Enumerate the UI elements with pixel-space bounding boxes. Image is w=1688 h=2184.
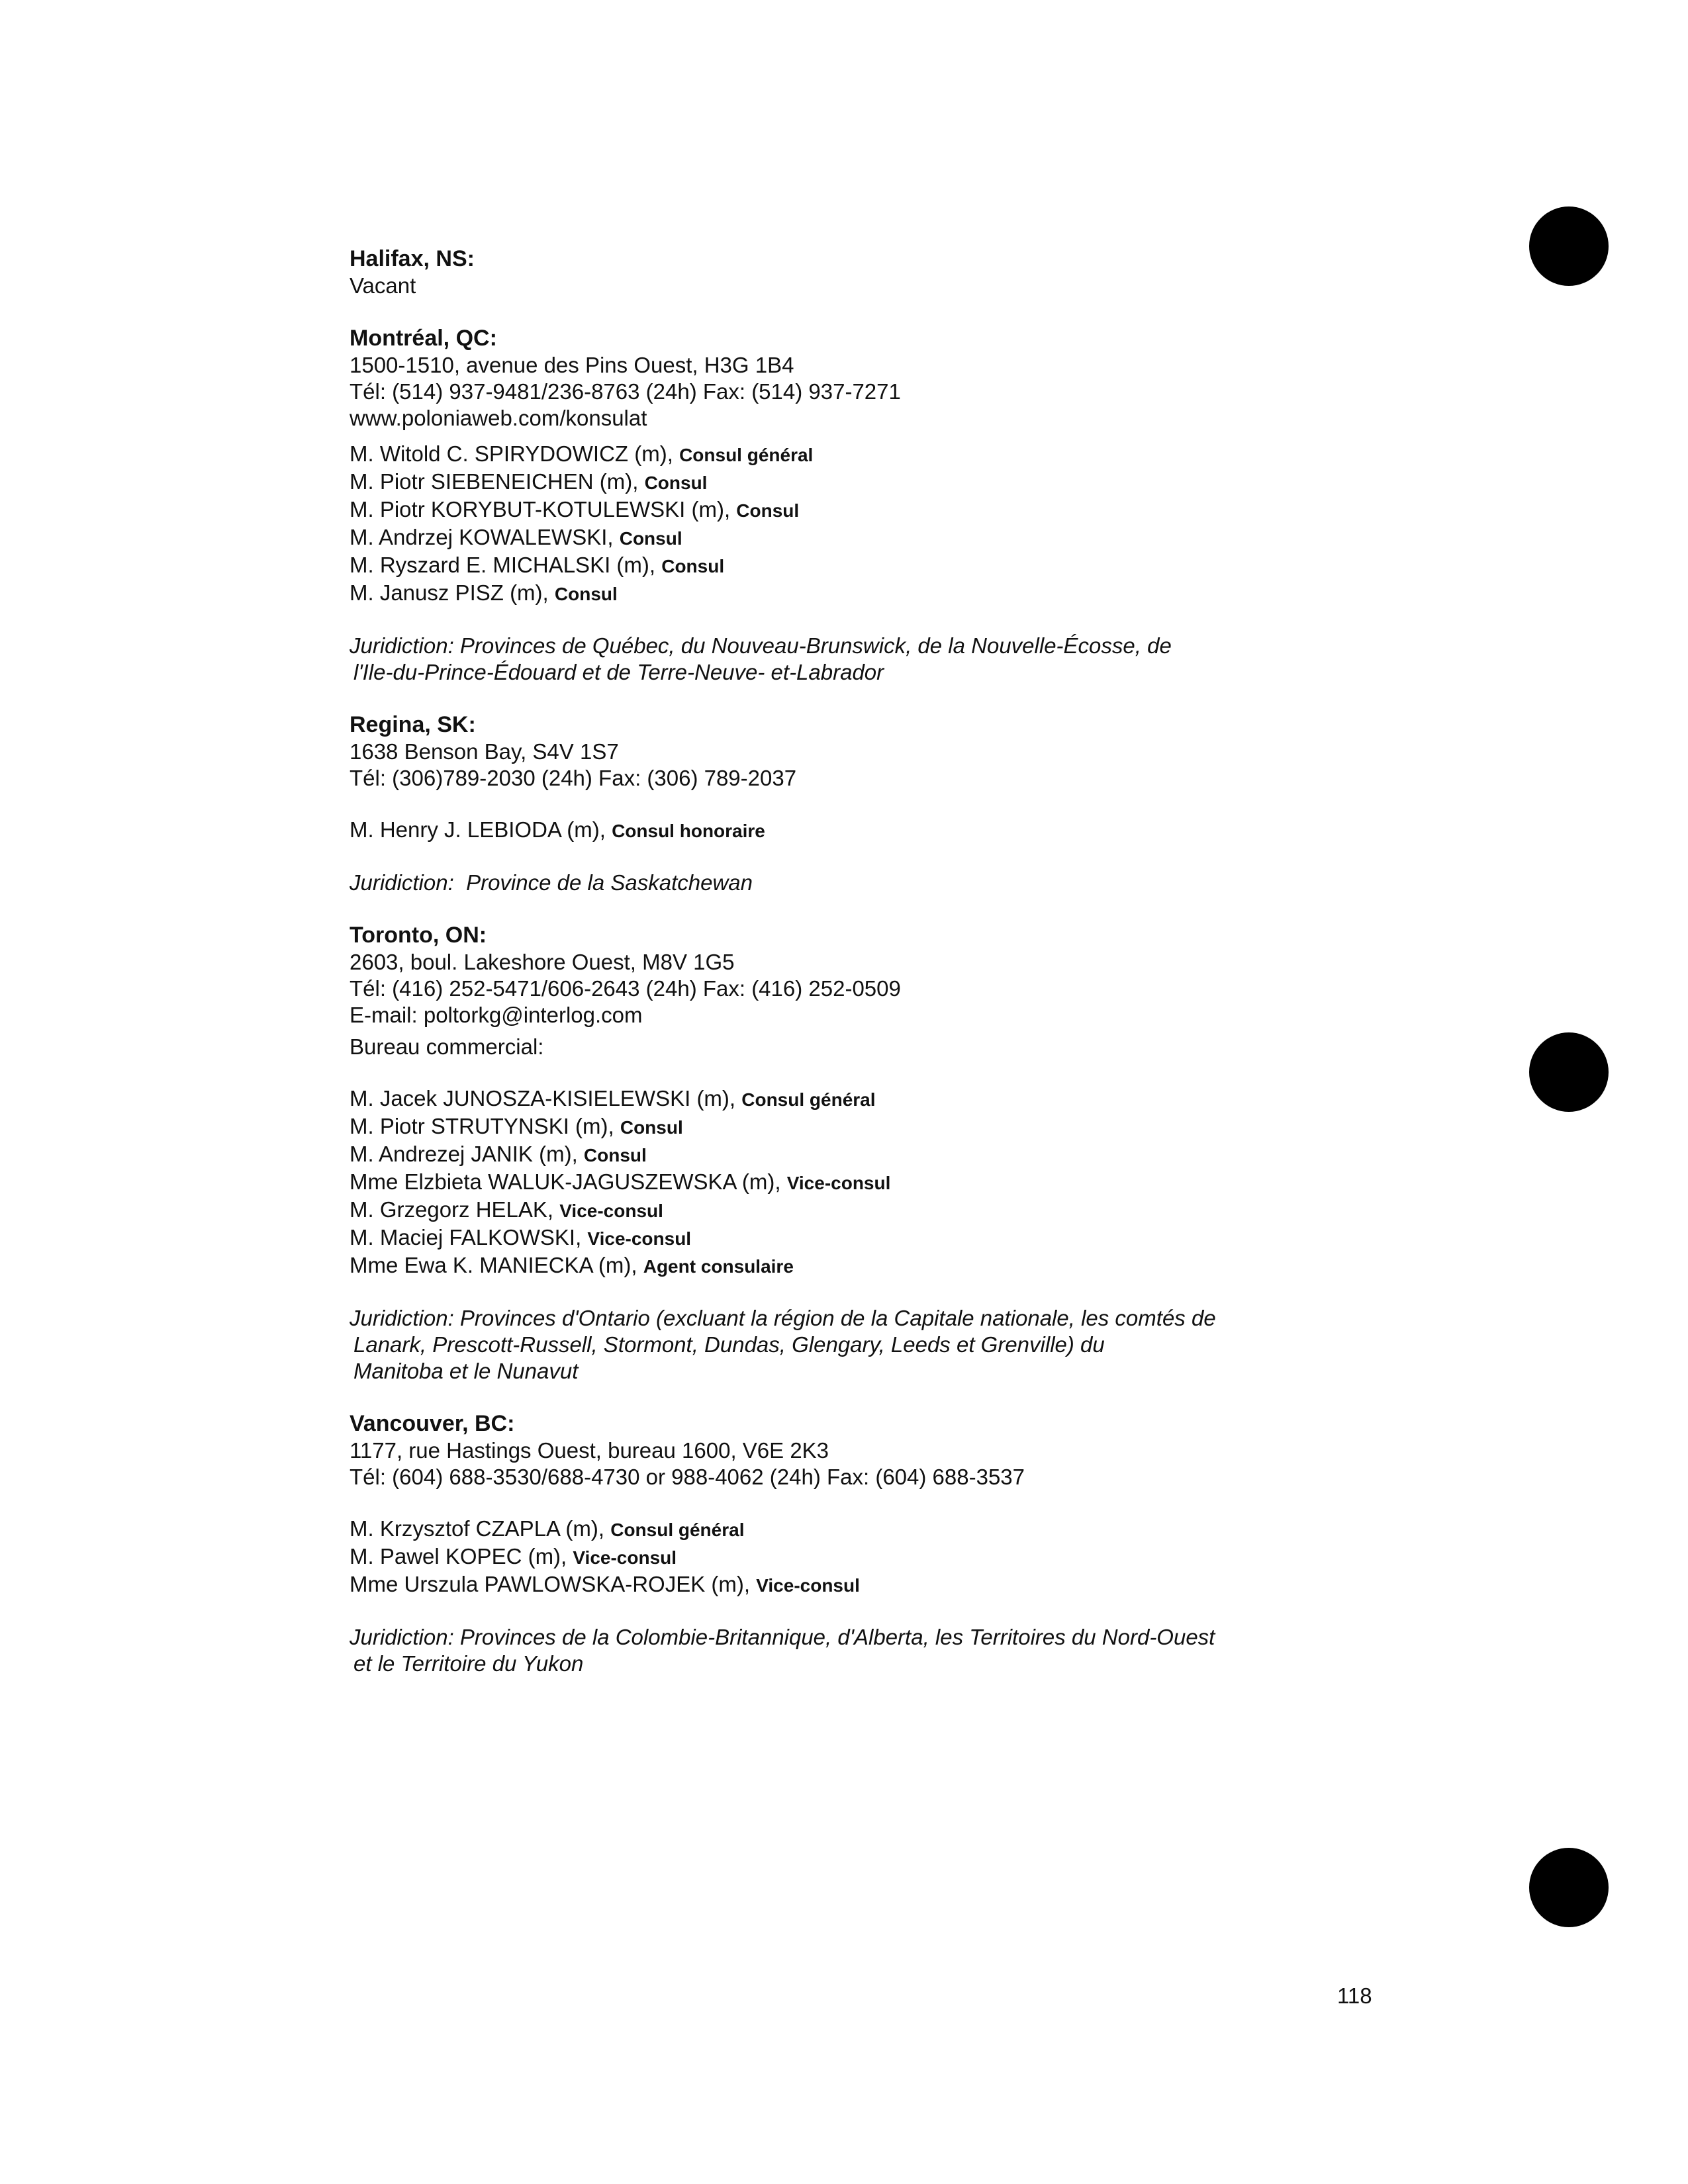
staff-row bbox=[350, 1169, 1409, 1197]
section-vancouver bbox=[350, 1410, 1409, 1677]
staff-name: M. Grzegorz HELAK, bbox=[350, 1197, 554, 1222]
staff-role: Consul bbox=[620, 1117, 683, 1138]
consulate-listing bbox=[350, 245, 1409, 1677]
staff-name: M. Piotr STRUTYNSKI (m), bbox=[350, 1114, 614, 1138]
staff-role: Vice-consul bbox=[756, 1575, 860, 1596]
website-text: www.poloniaweb.com/konsulat bbox=[350, 406, 647, 430]
staff-name: M. Janusz PISZ (m), bbox=[350, 580, 549, 605]
staff-name: M. Krzysztof CZAPLA (m), bbox=[350, 1516, 605, 1541]
staff-role: Consul général bbox=[679, 445, 814, 465]
staff-role: Consul bbox=[619, 528, 682, 549]
staff-name: M. Ryszard E. MICHALSKI (m), bbox=[350, 553, 656, 577]
section-heading: Regina, SK: bbox=[350, 712, 476, 737]
staff-row bbox=[350, 817, 1409, 844]
address-text: 1500-1510, avenue des Pins Ouest, H3G 1B4 bbox=[350, 353, 794, 377]
staff-role: Consul honoraire bbox=[612, 821, 765, 841]
section-heading: Vancouver, BC: bbox=[350, 1411, 515, 1436]
staff-role: Vice-consul bbox=[559, 1201, 663, 1221]
jurisdiction-text: Juridiction: Provinces de la Colombie-Britannique, d'Alberta, les Territoires du Nord-Ouest bbox=[350, 1625, 1215, 1649]
staff-row bbox=[350, 1224, 1409, 1252]
phone-text: Tél: (514) 937-9481/236-8763 (24h) Fax: (514) 937-7271 bbox=[350, 379, 901, 404]
section-toronto bbox=[350, 921, 1409, 1385]
staff-role: Vice-consul bbox=[573, 1547, 677, 1568]
jurisdiction-text: et le Territoire du Yukon bbox=[353, 1651, 584, 1676]
page-number: 118 bbox=[1337, 1983, 1372, 2008]
section-montreal bbox=[350, 324, 1409, 686]
staff-name: M. Pawel KOPEC (m), bbox=[350, 1544, 567, 1569]
staff-role: Consul bbox=[661, 556, 725, 576]
staff-role: Consul bbox=[583, 1145, 647, 1165]
jurisdiction-text: Lanark, Prescott-Russell, Stormont, Dundas, Glengary, Leeds et Grenville) du bbox=[353, 1332, 1105, 1357]
staff-role: Consul général bbox=[610, 1520, 745, 1540]
phone-text: Tél: (306)789-2030 (24h) Fax: (306) 789-2037 bbox=[350, 766, 797, 790]
address-text: 2603, boul. Lakeshore Ouest, M8V 1G5 bbox=[350, 950, 735, 974]
staff-role: Consul général bbox=[741, 1089, 876, 1110]
staff-row bbox=[350, 1543, 1409, 1571]
jurisdiction-text: Juridiction: Province de la Saskatchewan bbox=[350, 870, 753, 895]
staff-role: Agent consulaire bbox=[643, 1256, 794, 1277]
staff-role: Vice-consul bbox=[786, 1173, 891, 1193]
staff-row bbox=[350, 1141, 1409, 1169]
staff-row bbox=[350, 580, 1409, 608]
staff-row bbox=[350, 1252, 1409, 1280]
staff-role: Consul bbox=[736, 500, 800, 521]
staff-role: Consul bbox=[644, 473, 708, 493]
jurisdiction-text: Manitoba et le Nunavut bbox=[353, 1359, 579, 1383]
phone-text: Tél: (416) 252-5471/606-2643 (24h) Fax: (416) 252-0509 bbox=[350, 976, 901, 1001]
staff-row bbox=[350, 496, 1409, 524]
staff-name: M. Jacek JUNOSZA-KISIELEWSKI (m), bbox=[350, 1086, 736, 1111]
staff-row bbox=[350, 1197, 1409, 1224]
binder-hole-icon bbox=[1529, 1848, 1609, 1927]
section-halifax bbox=[350, 245, 1409, 299]
bureau-label: Bureau commercial: bbox=[350, 1034, 544, 1059]
jurisdiction-text: Juridiction: Provinces de Québec, du Nouveau-Brunswick, de la Nouvelle-Écosse, de bbox=[350, 633, 1172, 658]
jurisdiction-text: Juridiction: Provinces d'Ontario (excluant la région de la Capitale nationale, les comtés de bbox=[350, 1306, 1216, 1330]
section-heading: Halifax, NS: bbox=[350, 246, 475, 271]
staff-name: M. Andrezej JANIK (m), bbox=[350, 1142, 578, 1166]
section-heading: Montréal, QC: bbox=[350, 326, 497, 351]
jurisdiction-text: l'Ile-du-Prince-Édouard et de Terre-Neuve- et-Labrador bbox=[353, 660, 884, 684]
staff-name: M. Andrzej KOWALEWSKI, bbox=[350, 525, 614, 549]
staff-role: Consul bbox=[554, 584, 618, 604]
staff-name: M. Piotr SIEBENEICHEN (m), bbox=[350, 469, 639, 494]
staff-row bbox=[350, 1113, 1409, 1141]
staff-name: M. Maciej FALKOWSKI, bbox=[350, 1225, 582, 1250]
section-heading: Toronto, ON: bbox=[350, 923, 487, 948]
phone-text: Tél: (604) 688-3530/688-4730 or 988-4062 (24h) Fax: (604) 688-3537 bbox=[350, 1465, 1025, 1489]
staff-row bbox=[350, 1516, 1409, 1543]
staff-row bbox=[350, 469, 1409, 496]
staff-name: Mme Ewa K. MANIECKA (m), bbox=[350, 1253, 637, 1277]
section-regina bbox=[350, 711, 1409, 896]
address-text: 1638 Benson Bay, S4V 1S7 bbox=[350, 739, 619, 764]
staff-row bbox=[350, 1085, 1409, 1113]
binder-hole-icon bbox=[1529, 1032, 1609, 1112]
status-text: Vacant bbox=[350, 273, 416, 298]
staff-row bbox=[350, 1571, 1409, 1599]
staff-name: Mme Urszula PAWLOWSKA-ROJEK (m), bbox=[350, 1572, 751, 1596]
address-text: 1177, rue Hastings Ouest, bureau 1600, V6E 2K3 bbox=[350, 1438, 829, 1463]
staff-role: Vice-consul bbox=[587, 1228, 692, 1249]
staff-name: M. Witold C. SPIRYDOWICZ (m), bbox=[350, 441, 673, 466]
staff-name: Mme Elzbieta WALUK-JAGUSZEWSKA (m), bbox=[350, 1169, 781, 1194]
staff-name: M. Henry J. LEBIODA (m), bbox=[350, 817, 606, 842]
email-text: E-mail: poltorkg@interlog.com bbox=[350, 1003, 643, 1027]
staff-row bbox=[350, 441, 1409, 469]
staff-row bbox=[350, 552, 1409, 580]
binder-hole-icon bbox=[1529, 206, 1609, 286]
staff-name: M. Piotr KORYBUT-KOTULEWSKI (m), bbox=[350, 497, 731, 522]
staff-row bbox=[350, 524, 1409, 552]
